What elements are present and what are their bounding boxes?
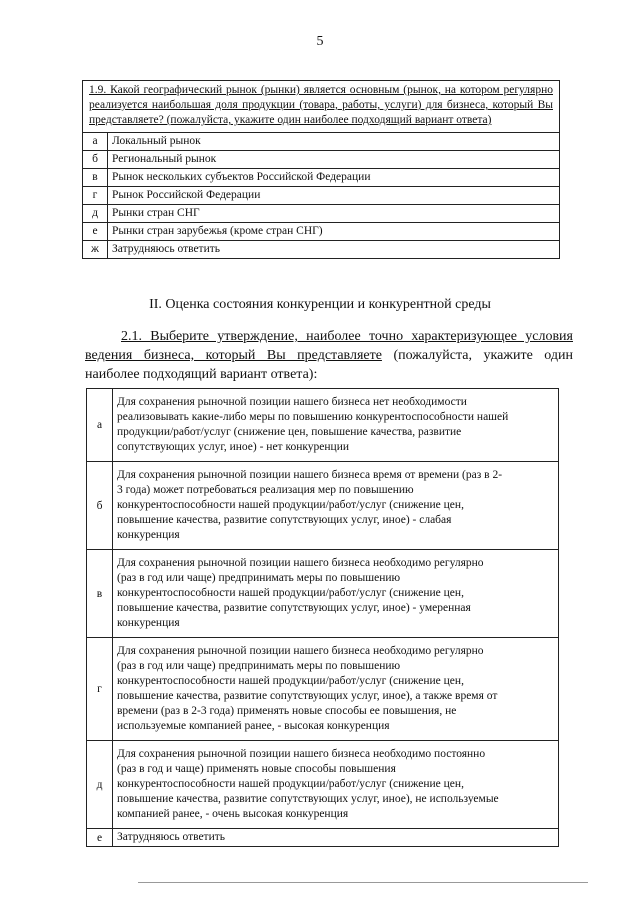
option-line: Для сохранения рыночной позиции нашего бизнеса время от времени (раз в 2-: [117, 469, 503, 481]
answer-option-d[interactable]: [83, 205, 560, 223]
option-line: используемые компанией ранее, - высокая конкуренция: [117, 720, 390, 732]
option-line: конкуренция: [117, 617, 180, 629]
option-letter: а: [87, 389, 113, 462]
page-number: 5: [316, 34, 324, 49]
answer-option-v[interactable]: [83, 169, 560, 187]
option-line: (раз в год или чаще) предпринимать меры по повышению: [117, 660, 401, 672]
option-letter: ж: [83, 241, 108, 259]
answer-option-b[interactable]: [87, 462, 559, 550]
option-line: конкурентоспособности нашей продукции/работ/услуг (снижение цен,: [117, 587, 464, 599]
question-1-9-text: 1.9. Какой географический рынок (рынки) является основным (рынок, на котором регулярно реализуется наибольшая доля продукции (товара, работы, услуги) для бизнеса, который Вы представляете? (пожалуйста, укажите один наиболее подходящий вариант ответа): [83, 81, 560, 133]
question-row: [83, 81, 560, 133]
option-text: [113, 638, 559, 741]
option-text: [113, 389, 559, 462]
option-line: компанией ранее, - очень высокая конкуренция: [117, 808, 349, 820]
option-text: Затрудняюсь ответить: [108, 241, 560, 259]
option-text: Рынки стран СНГ: [108, 205, 560, 223]
answer-option-g[interactable]: [87, 638, 559, 741]
answer-option-e[interactable]: [87, 829, 559, 847]
option-line: повышение качества, развитие сопутствующих услуг, иное) - слабая: [117, 514, 452, 526]
answer-option-a[interactable]: [83, 133, 560, 151]
option-text: [113, 462, 559, 550]
option-line: продукции/работ/услуг (снижение цен, повышение качества, развитие: [117, 426, 462, 438]
question-2-1-rest: (пожалуйста, укажите один наиболее подходящий вариант ответа):: [85, 348, 574, 382]
option-line: Для сохранения рыночной позиции нашего бизнеса необходимо регулярно: [117, 645, 484, 657]
option-text: Региональный рынок: [108, 151, 560, 169]
question-2-1-text: [85, 327, 573, 384]
answer-option-a[interactable]: [87, 389, 559, 462]
answer-option-b[interactable]: [83, 151, 560, 169]
option-line: 3 года) может потребоваться реализация мер по повышению: [117, 484, 414, 496]
option-line: конкурентоспособности нашей продукции/работ/услуг (снижение цен,: [117, 778, 464, 790]
option-text: Рынок Российской Федерации: [108, 187, 560, 205]
option-line: повышение качества, развитие сопутствующих услуг, иное) - умеренная: [117, 602, 471, 614]
option-letter: б: [83, 151, 108, 169]
answer-option-d[interactable]: [87, 741, 559, 829]
footer-divider: [138, 882, 588, 883]
option-line: Для сохранения рыночной позиции нашего бизнеса необходимо регулярно: [117, 557, 484, 569]
option-line: повышение качества, развитие сопутствующих услуг, иное), а также время от: [117, 690, 498, 702]
option-letter: в: [87, 550, 113, 638]
answer-option-e[interactable]: [83, 223, 560, 241]
option-letter: д: [87, 741, 113, 829]
option-line: Для сохранения рыночной позиции нашего бизнеса необходимо постоянно: [117, 748, 486, 760]
option-text: Локальный рынок: [108, 133, 560, 151]
question-1-9-table: [82, 80, 560, 259]
option-line: Для сохранения рыночной позиции нашего бизнеса нет необходимости: [117, 396, 467, 408]
option-letter: г: [87, 638, 113, 741]
question-2-1-underlined: 2.1. Выберите утверждение, наиболее точно характеризующее условия ведения бизнеса, который Вы представляете: [85, 329, 573, 363]
option-line: конкурентоспособности нашей продукции/работ/услуг (снижение цен,: [117, 499, 464, 511]
option-line: реализовывать какие-либо меры по повышению конкурентоспособности нашей: [117, 411, 509, 423]
option-letter: в: [83, 169, 108, 187]
option-line: Затрудняюсь ответить: [117, 831, 226, 843]
option-line: конкуренция: [117, 529, 180, 541]
option-line: сопутствующих услуг, иное) - нет конкуренции: [117, 441, 350, 453]
section-title: II. Оценка состояния конкуренции и конкурентной среды: [149, 297, 491, 312]
option-line: (раз в год или чаще) предпринимать меры по повышению: [117, 572, 401, 584]
option-line: времени (раз в 2-3 года) применять новые способы ее повышения, не: [117, 705, 457, 717]
option-text: [113, 550, 559, 638]
answer-option-v[interactable]: [87, 550, 559, 638]
option-line: (раз в год и чаще) применять новые способы повышения: [117, 763, 396, 775]
option-text: [113, 829, 559, 847]
answer-option-zh[interactable]: [83, 241, 560, 259]
option-text: [113, 741, 559, 829]
option-text: Рынок нескольких субъектов Российской Федерации: [108, 169, 560, 187]
option-letter: е: [87, 829, 113, 847]
option-text: Рынки стран зарубежья (кроме стран СНГ): [108, 223, 560, 241]
option-letter: б: [87, 462, 113, 550]
option-line: повышение качества, развитие сопутствующих услуг, иное), не используемые: [117, 793, 499, 805]
option-letter: г: [83, 187, 108, 205]
option-letter: е: [83, 223, 108, 241]
option-letter: д: [83, 205, 108, 223]
answer-option-g[interactable]: [83, 187, 560, 205]
question-2-1-table: [86, 388, 559, 847]
option-line: конкурентоспособности нашей продукции/работ/услуг (снижение цен,: [117, 675, 464, 687]
option-letter: а: [83, 133, 108, 151]
